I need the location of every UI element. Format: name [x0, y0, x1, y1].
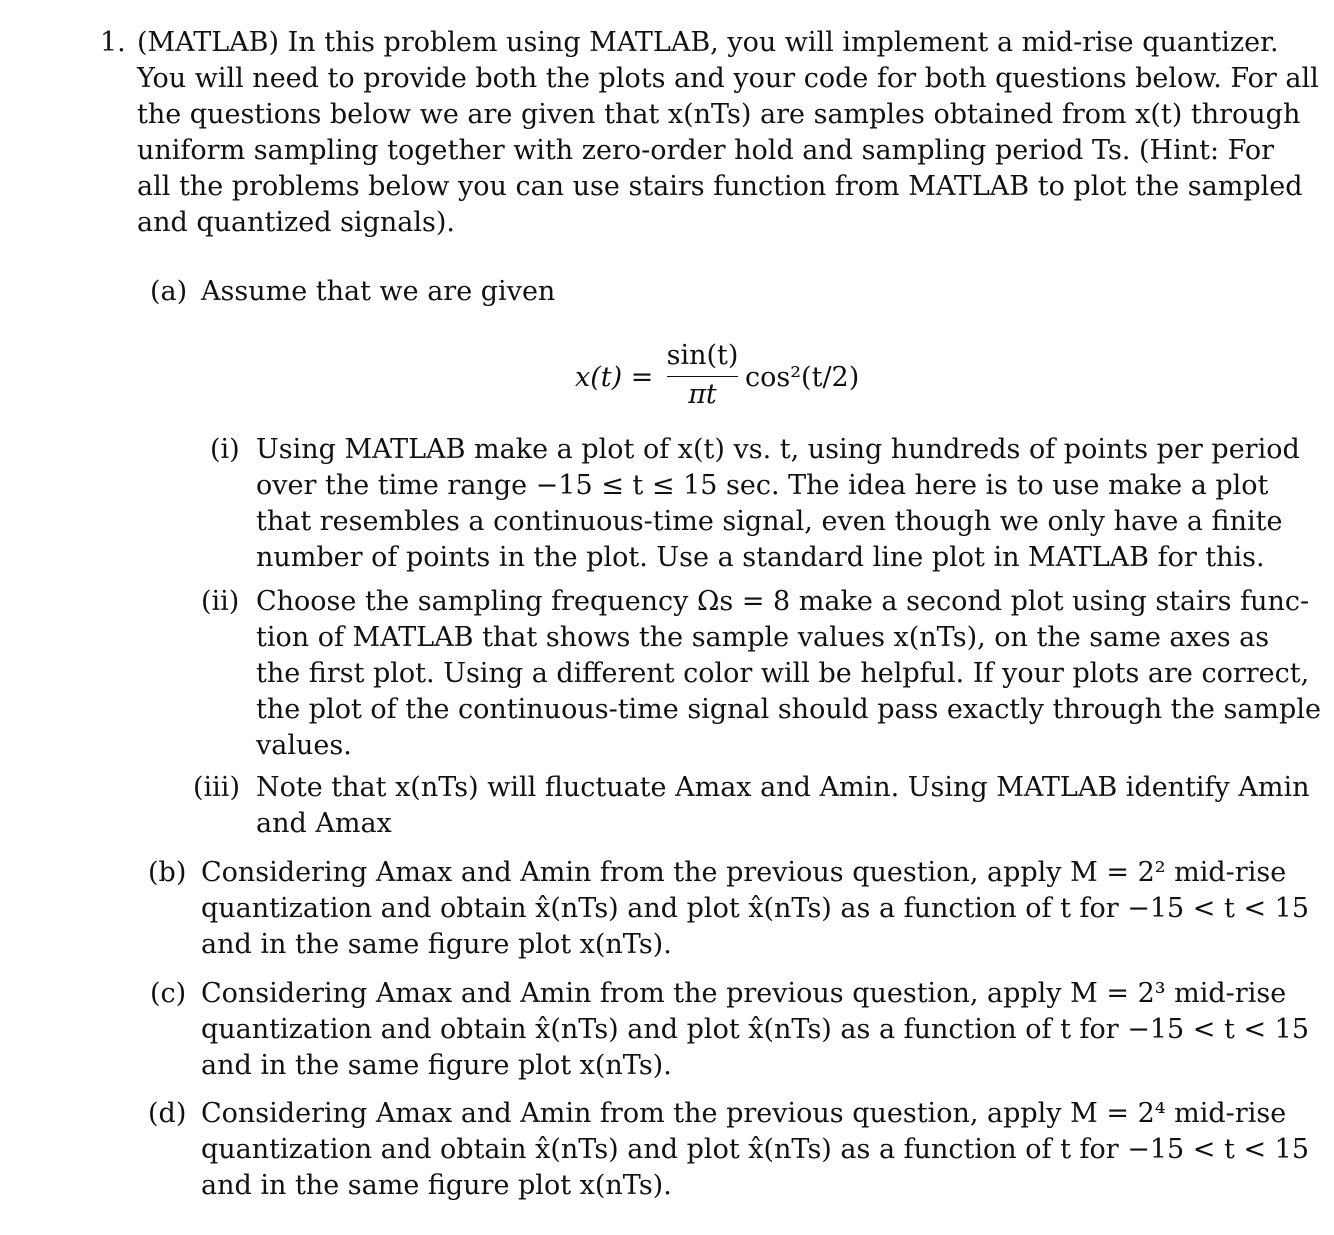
equation-fraction	[665, 338, 740, 413]
equation	[575, 338, 895, 418]
part-a-label: (a)	[150, 276, 188, 307]
part-a-text: Assume that we are given	[201, 276, 556, 307]
text-line: Note that x(nTs) will fluctuate Amax and Amin. Using MATLAB identify Amin	[256, 772, 1310, 803]
text-line: Considering Amax and Amin from the previous question, apply M = 2⁴ mid-rise	[201, 1098, 1287, 1129]
text-line: tion of MATLAB that shows the sample values x(nTs), on the same axes as	[256, 622, 1270, 653]
part-d-label: (d)	[148, 1098, 187, 1129]
equation-lhs: x(t) =	[575, 362, 654, 393]
part-d-body	[201, 1096, 1310, 1204]
text-line: quantization and obtain x̂(nTs) and plot x̂(nTs) as a function of t for −15 < t < 15	[201, 893, 1310, 924]
text-line: and in the same figure plot x(nTs).	[201, 929, 672, 960]
text-line: Choose the sampling frequency Ωs = 8 make a second plot using stairs func-	[256, 586, 1310, 617]
problem-intro	[137, 25, 1319, 241]
text-line: the plot of the continuous-time signal should pass exactly through the sample	[256, 694, 1321, 725]
part-a-ii-body	[256, 584, 1321, 764]
intro-line: and quantized signals).	[137, 207, 455, 238]
text-line: Considering Amax and Amin from the previous question, apply M = 2³ mid-rise	[201, 978, 1287, 1009]
intro-line: all the problems below you can use stairs function from MATLAB to plot the sampled	[137, 171, 1303, 202]
text-line: values.	[256, 730, 352, 761]
text-line: the first plot. Using a different color will be helpful. If your plots are correct,	[256, 658, 1310, 689]
part-b-label: (b)	[148, 857, 187, 888]
text-line: quantization and obtain x̂(nTs) and plot x̂(nTs) as a function of t for −15 < t < 15	[201, 1134, 1310, 1165]
equation-numerator: sin(t)	[666, 340, 739, 371]
part-a-iii-label: (iii)	[193, 772, 240, 803]
part-b-body	[201, 855, 1310, 963]
text-line: over the time range −15 ≤ t ≤ 15 sec. The idea here is to use make a plot	[256, 470, 1269, 501]
text-line: and Amax	[256, 808, 392, 839]
text-line: number of points in the plot. Use a standard line plot in MATLAB for this.	[256, 542, 1265, 573]
intro-line: You will need to provide both the plots and your code for both questions below. For all	[137, 63, 1319, 94]
text-line: Using MATLAB make a plot of x(t) vs. t, using hundreds of points per period	[256, 434, 1300, 465]
text-line: Considering Amax and Amin from the previous question, apply M = 2² mid-rise	[201, 857, 1287, 888]
problem-number: 1.	[100, 27, 126, 58]
text-line: quantization and obtain x̂(nTs) and plot x̂(nTs) as a function of t for −15 < t < 15	[201, 1014, 1310, 1045]
equation-denominator: πt	[688, 379, 717, 410]
intro-line: the questions below we are given that x(nTs) are samples obtained from x(t) through	[137, 99, 1301, 130]
part-c-body	[201, 976, 1310, 1084]
part-a-ii-label: (ii)	[201, 586, 240, 617]
text-line: that resembles a continuous-time signal, even though we only have a finite	[256, 506, 1283, 537]
text-line: and in the same figure plot x(nTs).	[201, 1050, 672, 1081]
equation-rhs: cos²(t/2)	[745, 362, 860, 393]
part-a-i-body	[256, 432, 1300, 576]
text-line: and in the same figure plot x(nTs).	[201, 1170, 672, 1201]
intro-line: (MATLAB) In this problem using MATLAB, you will implement a mid-rise quantizer.	[137, 27, 1279, 58]
part-a-i-label: (i)	[210, 434, 240, 465]
part-a-iii-body	[256, 770, 1310, 842]
part-c-label: (c)	[150, 978, 187, 1009]
intro-line: uniform sampling together with zero-order hold and sampling period Ts. (Hint: For	[137, 135, 1275, 166]
